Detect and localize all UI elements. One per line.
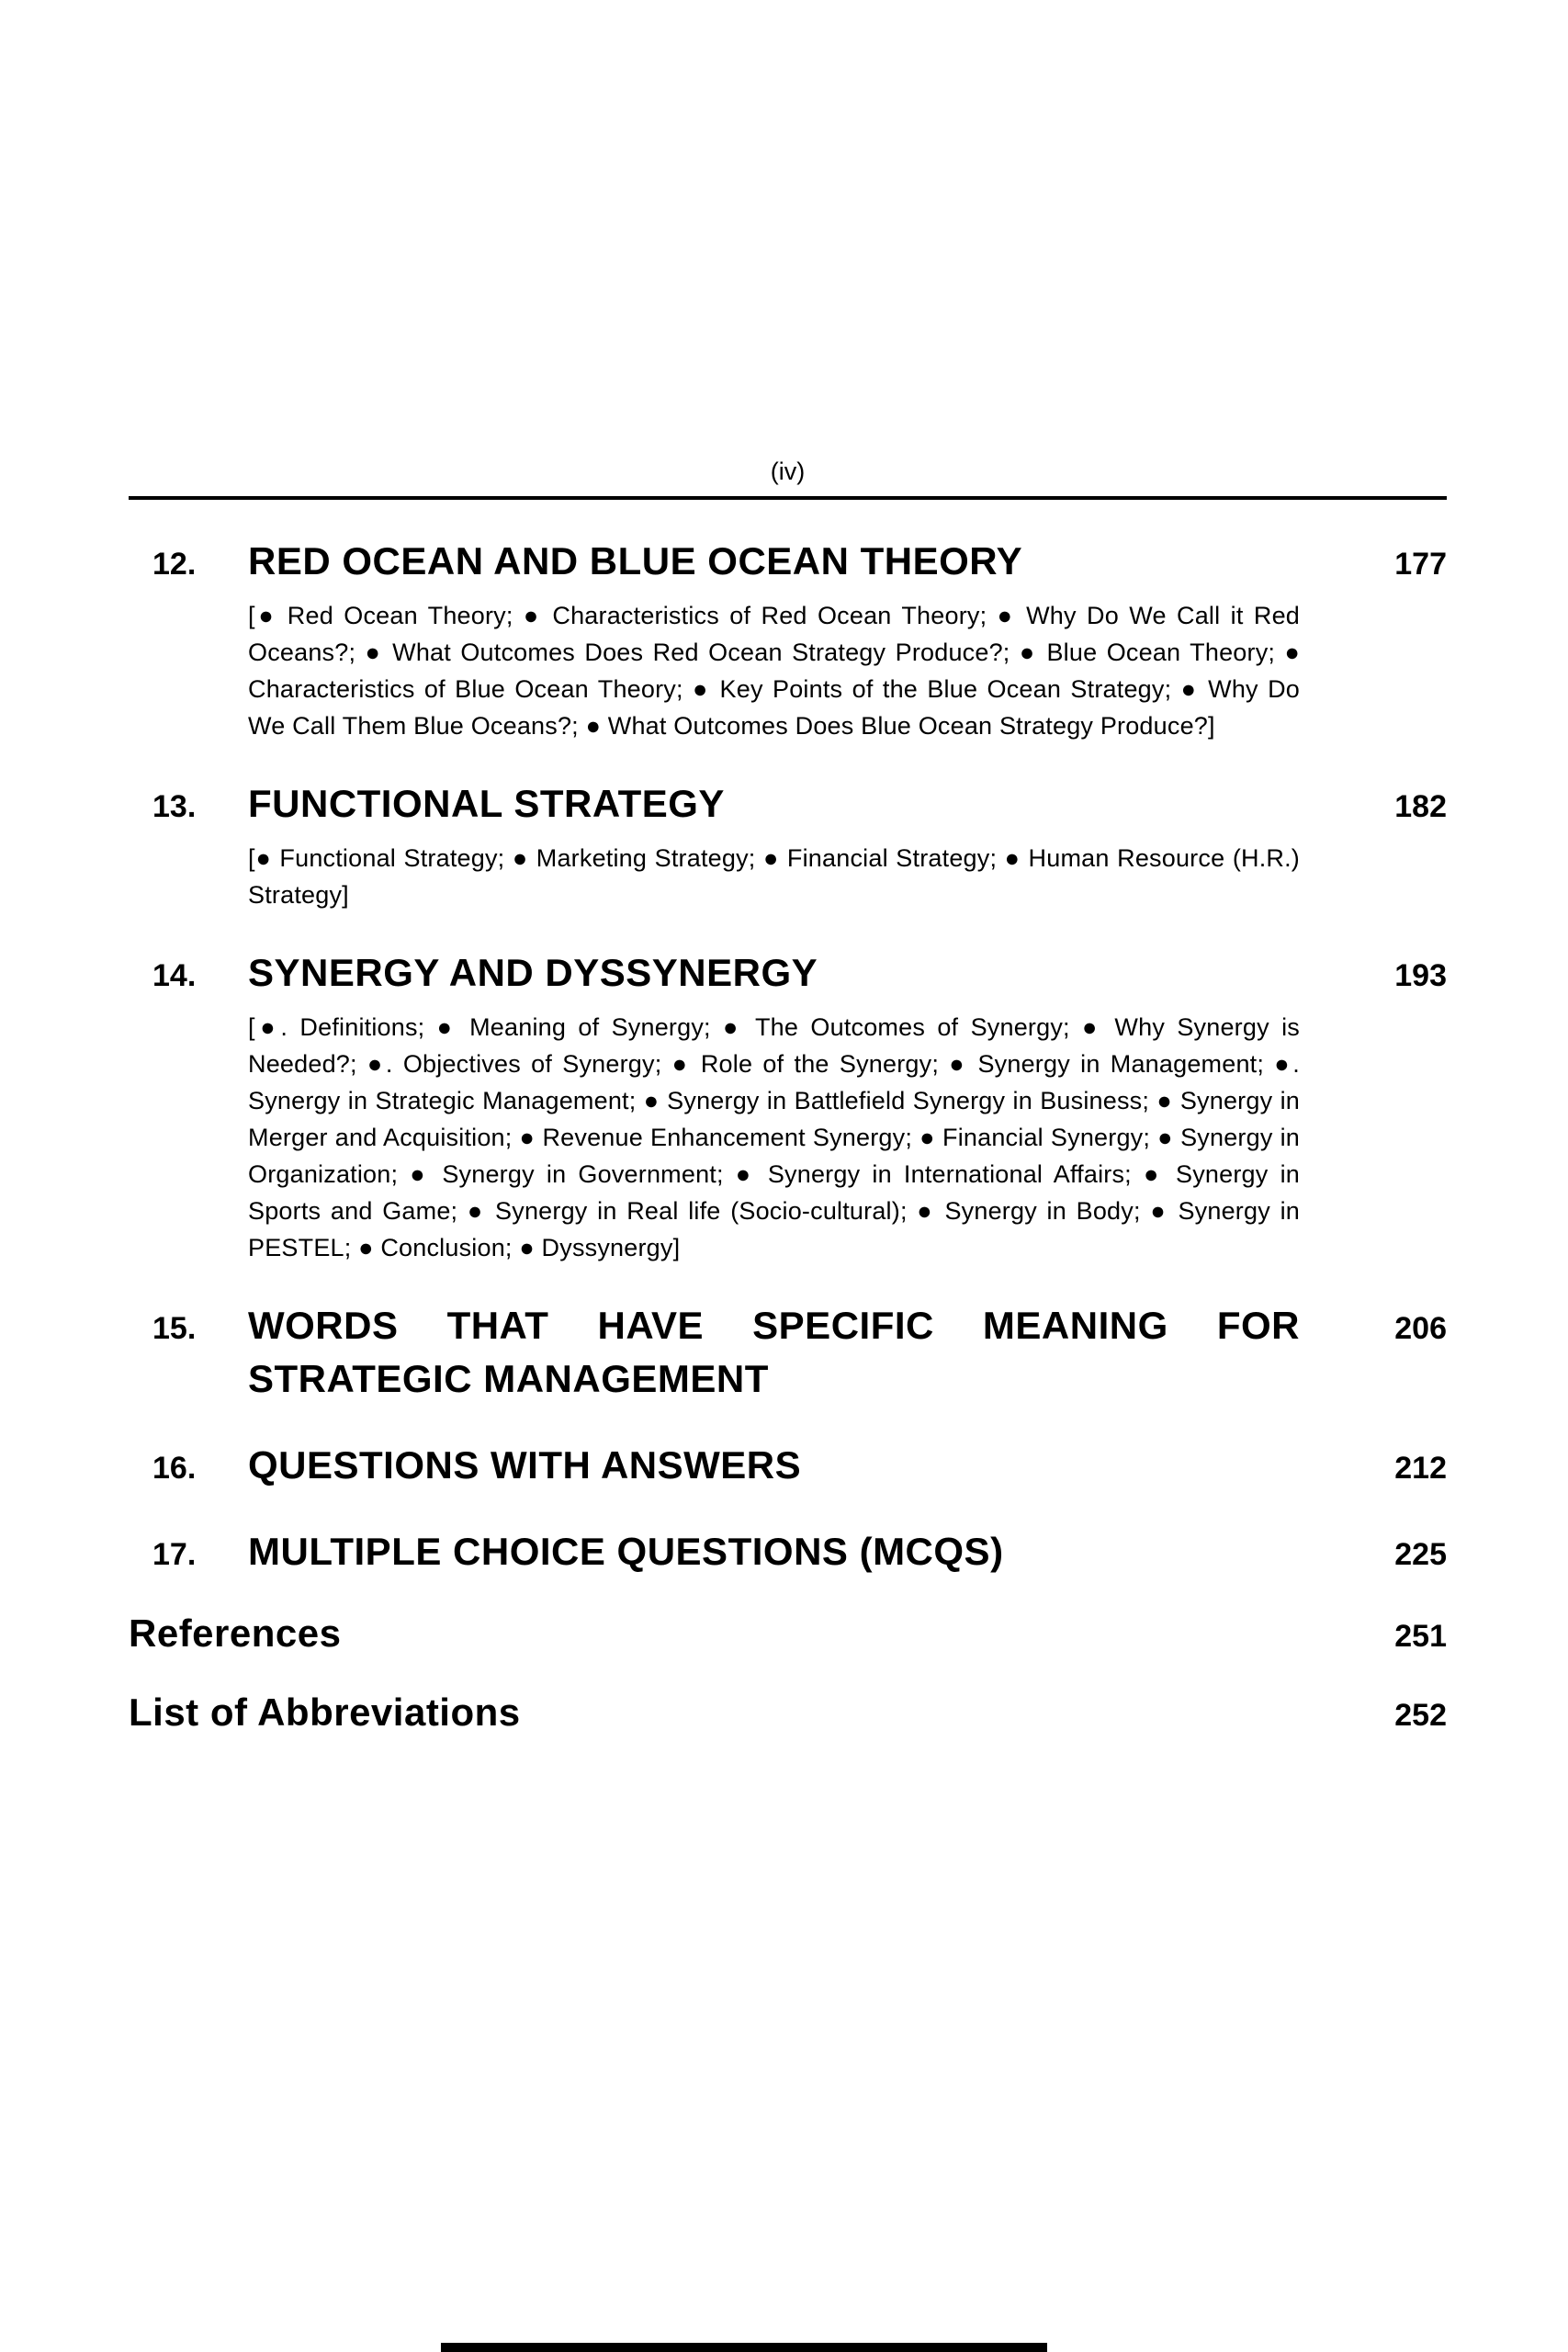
backmatter-title: List of Abbreviations bbox=[129, 1690, 521, 1734]
chapter-title: FUNCTIONAL STRATEGY bbox=[248, 781, 725, 825]
chapter-block bbox=[248, 535, 1300, 744]
scan-edge-artifact bbox=[441, 2343, 1047, 2352]
toc-entry-15 bbox=[129, 1299, 1447, 1406]
chapter-page-number: 212 bbox=[1394, 1450, 1447, 1486]
toc-entry-16 bbox=[129, 1439, 1447, 1492]
table-of-contents bbox=[129, 535, 1447, 1735]
toc-entry-12 bbox=[129, 535, 1447, 744]
chapter-page-number: 177 bbox=[1394, 547, 1447, 582]
header-rule bbox=[129, 496, 1447, 500]
toc-entry-14 bbox=[129, 946, 1447, 1266]
chapter-number: 17. bbox=[152, 1536, 197, 1572]
page-folio: (iv) bbox=[770, 458, 806, 485]
chapter-title: MULTIPLE CHOICE QUESTIONS (MCQS) bbox=[248, 1529, 1004, 1573]
chapter-page-number: 193 bbox=[1394, 957, 1447, 993]
chapter-title: RED OCEAN AND BLUE OCEAN THEORY bbox=[248, 539, 1023, 582]
chapter-title: WORDS THAT HAVE SPECIFIC MEANING FOR STRATEGIC MANAGEMENT bbox=[248, 1303, 1300, 1400]
chapter-number: 12. bbox=[152, 547, 197, 582]
toc-entry-13 bbox=[129, 777, 1447, 913]
chapter-page-number: 206 bbox=[1394, 1310, 1447, 1346]
chapter-topics: [● Functional Strategy; ● Marketing Strategy; ● Financial Strategy; ● Human Resource (H.R.) Strategy] bbox=[248, 843, 1300, 909]
backmatter-title: References bbox=[129, 1611, 342, 1655]
toc-entry-17 bbox=[129, 1525, 1447, 1578]
page-content bbox=[129, 458, 1447, 1770]
chapter-page-number: 182 bbox=[1394, 788, 1447, 824]
backmatter-page-number: 252 bbox=[1394, 1697, 1447, 1733]
chapter-block bbox=[248, 777, 1300, 913]
chapter-number: 14. bbox=[152, 957, 197, 993]
chapter-block bbox=[248, 1525, 1300, 1578]
chapter-title: SYNERGY AND DYSSYNERGY bbox=[248, 950, 818, 994]
backmatter-page-number: 251 bbox=[1394, 1618, 1447, 1654]
chapter-number: 15. bbox=[152, 1310, 197, 1346]
chapter-block bbox=[248, 1299, 1300, 1406]
backmatter-references bbox=[129, 1611, 1447, 1656]
chapter-block bbox=[248, 1439, 1300, 1492]
chapter-page-number: 225 bbox=[1394, 1536, 1447, 1572]
backmatter-abbreviations bbox=[129, 1690, 1447, 1735]
chapter-number: 13. bbox=[152, 788, 197, 824]
chapter-block bbox=[248, 946, 1300, 1266]
chapter-topics: [● Red Ocean Theory; ● Characteristics of Red Ocean Theory; ● Why Do We Call it Red Oceans?; ● What Outcomes Does Red Ocean Strategy Produce?; ● Blue Ocean Theory; ● Characteristics of Blue Ocean Theory; ● Key Points of the Blue Ocean Strategy; ● Why Do We Call Them Blue Oceans?; ● What Outcomes Does Blue Ocean Strategy Produce?] bbox=[248, 601, 1300, 740]
chapter-title: QUESTIONS WITH ANSWERS bbox=[248, 1442, 802, 1487]
chapter-number: 16. bbox=[152, 1450, 197, 1486]
chapter-topics: [●. Definitions; ● Meaning of Synergy; ● The Outcomes of Synergy; ● Why Synergy is Needed?; ●. Objectives of Synergy; ● Role of the Synergy; ● Synergy in Management; ●. Synergy in Strategic Management; ● Synergy in Battlefield Synergy in Business; ● Synergy in Merger and Acquisition; ● Revenue Enhancement Synergy; ● Financial Synergy; ● Synergy in Organization; ● Synergy in Government; ● Synergy in International Affairs; ● Synergy in Sports and Game; ● Synergy in Real life (Socio-cultural); ● Synergy in Body; ● Synergy in PESTEL; ● Conclusion; ● Dyssynergy] bbox=[248, 1012, 1300, 1261]
